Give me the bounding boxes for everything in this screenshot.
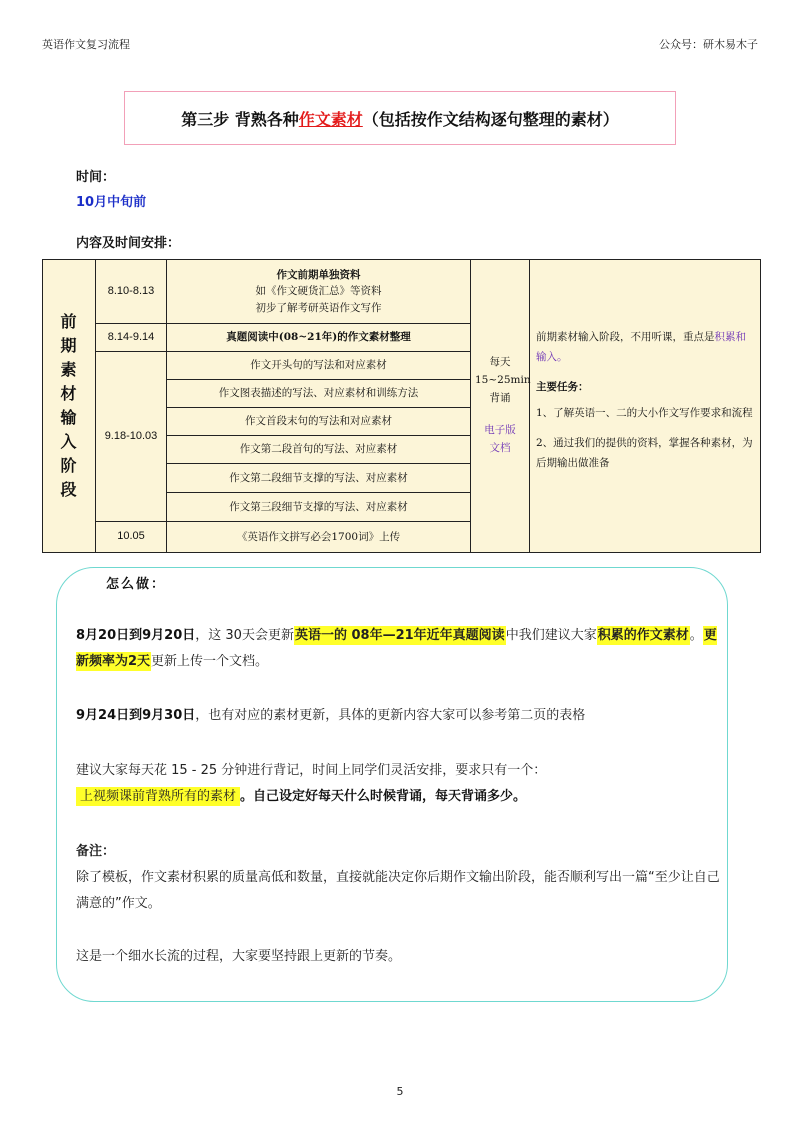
notes-task: 1、了解英语一、二的大小作文写作要求和流程 (536, 407, 753, 419)
content-cell: 作文第二段首句的写法、对应素材 (167, 436, 471, 464)
para-text: 。 (689, 628, 703, 643)
note-title: 备注： (76, 844, 116, 859)
highlight-text: 积累的作文素材 (597, 628, 689, 643)
date-cell: 9.18-10.03 (96, 352, 167, 522)
para-text: 中我们建议大家 (505, 628, 597, 643)
content-cell: 作文第三段细节支撑的写法、对应素材 (167, 493, 471, 522)
note-text: 除了模板，作文素材积累的质量高低和数量，直接就能决定你后期作文输出阶段，能否顺利写出一篇“至少让自己满意的”作文。 (76, 870, 720, 911)
page-number: 5 (396, 1085, 404, 1098)
step-title-box (124, 91, 676, 145)
highlight-text: 更新频率为2天 (76, 628, 717, 669)
notes-cell (530, 260, 761, 553)
notes-task-title: 主要任务： (536, 381, 589, 394)
content-line: 如《作文硬货汇总》等资料 (255, 285, 382, 298)
content-cell: 真题阅读中(08~21年)的作文素材整理 (167, 324, 471, 352)
how-to-title: 怎么做： (106, 577, 167, 592)
time-label: 时间： (76, 170, 116, 185)
how-paragraph-3 (76, 758, 726, 810)
content-line: 作文前期单独资料 (276, 269, 361, 282)
notes-intro-text: 前期素材输入阶段，不用听课，重点是 (536, 331, 715, 344)
para-text: 建议大家每天花 15 - 25 分钟进行背记，时间上同学们灵活安排，要求只有一个： (76, 763, 547, 778)
date-range: 8月20日到9月20日 (76, 628, 196, 643)
content-cell (167, 260, 471, 324)
content-cell: 作文第二段细节支撑的写法、对应素材 (167, 464, 471, 493)
schedule-label: 内容及时间安排： (76, 236, 181, 251)
date-cell: 10.05 (96, 522, 167, 553)
daily-line: 15~25min (475, 374, 531, 387)
step-title-highlight: 作文素材 (298, 109, 363, 129)
note-text: 这是一个细水长流的过程，大家要坚持跟上更新的节奏。 (76, 949, 402, 964)
content-line: 初步了解考研英语作文写作 (255, 301, 382, 314)
stage-cell (43, 260, 96, 553)
para-text: ，这 30天会更新 (195, 628, 294, 643)
date-cell: 8.14-9.14 (96, 324, 167, 352)
para-text: 更新上传一个文档。 (151, 654, 269, 669)
how-paragraph-1 (76, 623, 726, 675)
daily-line: 背诵 (489, 392, 511, 405)
schedule-table (42, 259, 761, 553)
bold-text: 。自己设定好每天什么时候背诵，每天背诵多少。 (240, 789, 527, 804)
para-text: ，也有对应的素材更新，具体的更新内容大家可以参考第二页的表格 (195, 708, 586, 723)
notes-task: 2、通过我们的提供的资料，掌握各种素材，为后期输出做准备 (536, 436, 753, 469)
highlight-text: 英语一的 08年—21年近年真题阅读 (294, 628, 505, 643)
daily-format (475, 422, 525, 458)
content-cell: 作文图表描述的写法、对应素材和训练方法 (167, 380, 471, 408)
content-cell: 《英语作文拼写必会1700词》上传 (167, 522, 471, 553)
highlight-text: 上视频课前背熟所有的素材 (76, 787, 240, 806)
time-value: 10月中旬前 (76, 195, 147, 210)
daily-cell (471, 260, 530, 553)
step-title-suffix: （包括按作文结构逐句整理的素材） (362, 109, 619, 129)
notes-intro-highlight: 积累和输入。 (536, 331, 746, 364)
how-paragraph-2 (76, 703, 726, 729)
stage-label: 前期素材输入阶段 (60, 312, 78, 499)
date-cell: 8.10-8.13 (96, 260, 167, 324)
daily-format-line: 文档 (489, 441, 511, 454)
header-account: 公众号：研木易木子 (659, 38, 758, 51)
date-range: 9月24日到9月30日 (76, 708, 196, 723)
notes-intro (536, 328, 754, 368)
step-title-prefix: 第三步 背熟各种 (181, 109, 299, 129)
daily-line: 每天 (489, 356, 511, 369)
daily-format-line: 电子版 (484, 423, 516, 436)
content-cell: 作文首段末句的写法和对应素材 (167, 408, 471, 436)
header-doc-title: 英语作文复习流程 (42, 38, 130, 51)
content-cell: 作文开头句的写法和对应素材 (167, 352, 471, 380)
